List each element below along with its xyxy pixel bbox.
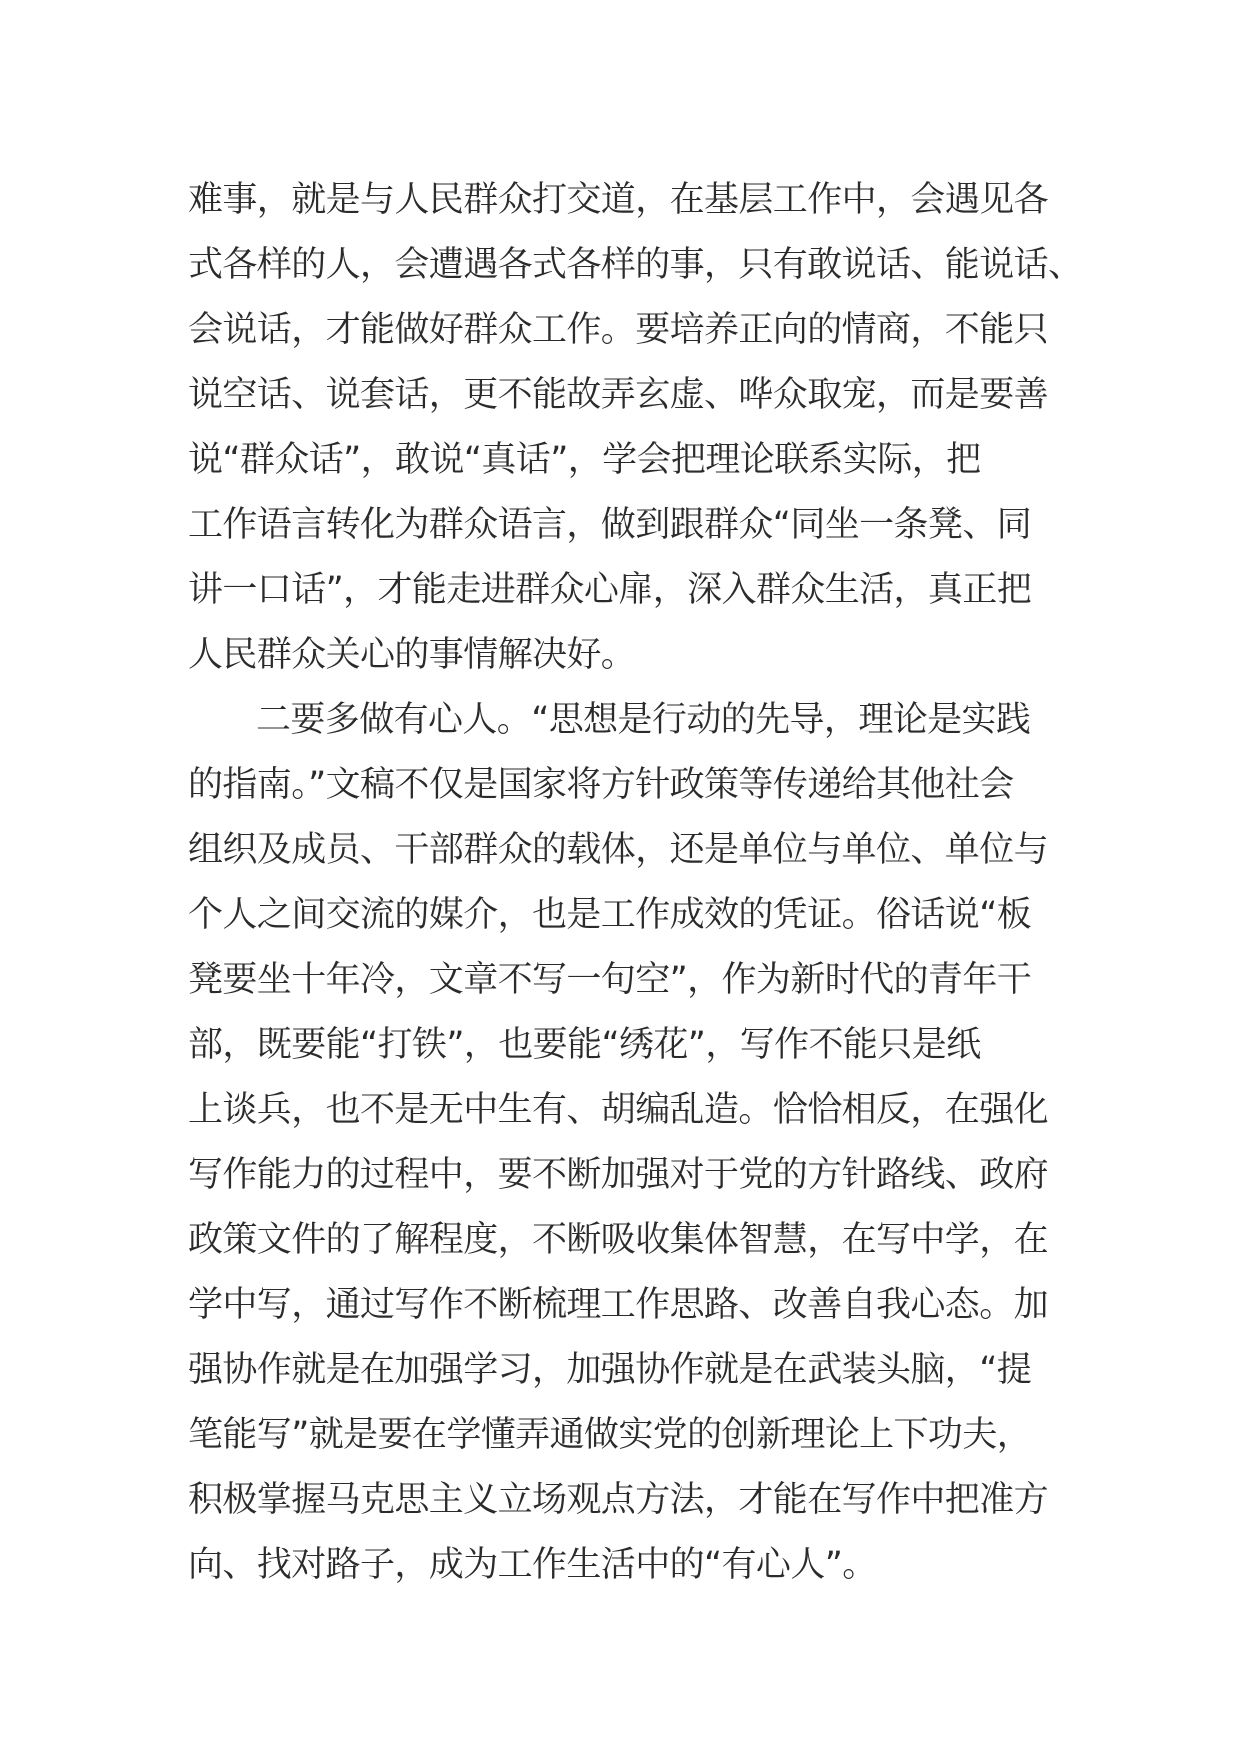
paragraph-line: 向、找对路子，成为工作生活中的“有心人”。: [188, 1545, 877, 1585]
paragraph-line: 难事，就是与人民群众打交道，在基层工作中，会遇见各: [188, 180, 1049, 220]
body-text: [188, 168, 1083, 1598]
paragraph-line: 学中写，通过写作不断梳理工作思路、改善自我心态。加: [188, 1285, 1049, 1325]
paragraph-line: 人民群众关心的事情解决好。: [188, 635, 636, 675]
paragraph-line: 积极掌握马克思主义立场观点方法，才能在写作中把准方: [188, 1480, 1049, 1520]
paragraph-line: 上谈兵，也不是无中生有、胡编乱造。恰恰相反，在强化: [188, 1090, 1049, 1130]
paragraph-line: 组织及成员、干部群众的载体，还是单位与单位、单位与: [188, 830, 1049, 870]
paragraph-line: 说空话、说套话，更不能故弄玄虚、哗众取宠，而是要善: [188, 375, 1049, 415]
paragraph-line: 政策文件的了解程度，不断吸收集体智慧，在写中学，在: [188, 1220, 1049, 1260]
paragraph-line: 写作能力的过程中，要不断加强对于党的方针路线、政府: [188, 1155, 1049, 1195]
paragraph-line: 式各样的人，会遭遇各式各样的事，只有敢说话、能说话、: [188, 245, 1083, 285]
paragraph-line: 的指南。”文稿不仅是国家将方针政策等传递给其他社会: [188, 765, 1014, 805]
paragraph-line: 凳要坐十年冷，文章不写一句空”，作为新时代的青年干: [188, 960, 1032, 1000]
paragraph-line: 部，既要能“打铁”，也要能“绣花”，写作不能只是纸: [188, 1025, 981, 1065]
paragraph-line: 说“群众话”，敢说“真话”，学会把理论联系实际，把: [188, 440, 981, 480]
paragraph-line: 会说话，才能做好群众工作。要培养正向的情商，不能只: [188, 310, 1049, 350]
paragraph-line: 笔能写”就是要在学懂弄通做实党的创新理论上下功夫，: [188, 1415, 1032, 1455]
paragraph-first-line: 二要多做有心人。“思想是行动的先导，理论是实践: [256, 700, 1031, 740]
paragraph-line: 个人之间交流的媒介，也是工作成效的凭证。俗话说“板: [188, 895, 1032, 935]
paragraph-line: 工作语言转化为群众语言，做到跟群众“同坐一条凳、同: [188, 505, 1032, 545]
paragraph-line: 讲一口话”，才能走进群众心扉，深入群众生活，真正把: [188, 570, 1032, 610]
paragraph-line: 强协作就是在加强学习，加强协作就是在武装头脑，“提: [188, 1350, 1032, 1390]
